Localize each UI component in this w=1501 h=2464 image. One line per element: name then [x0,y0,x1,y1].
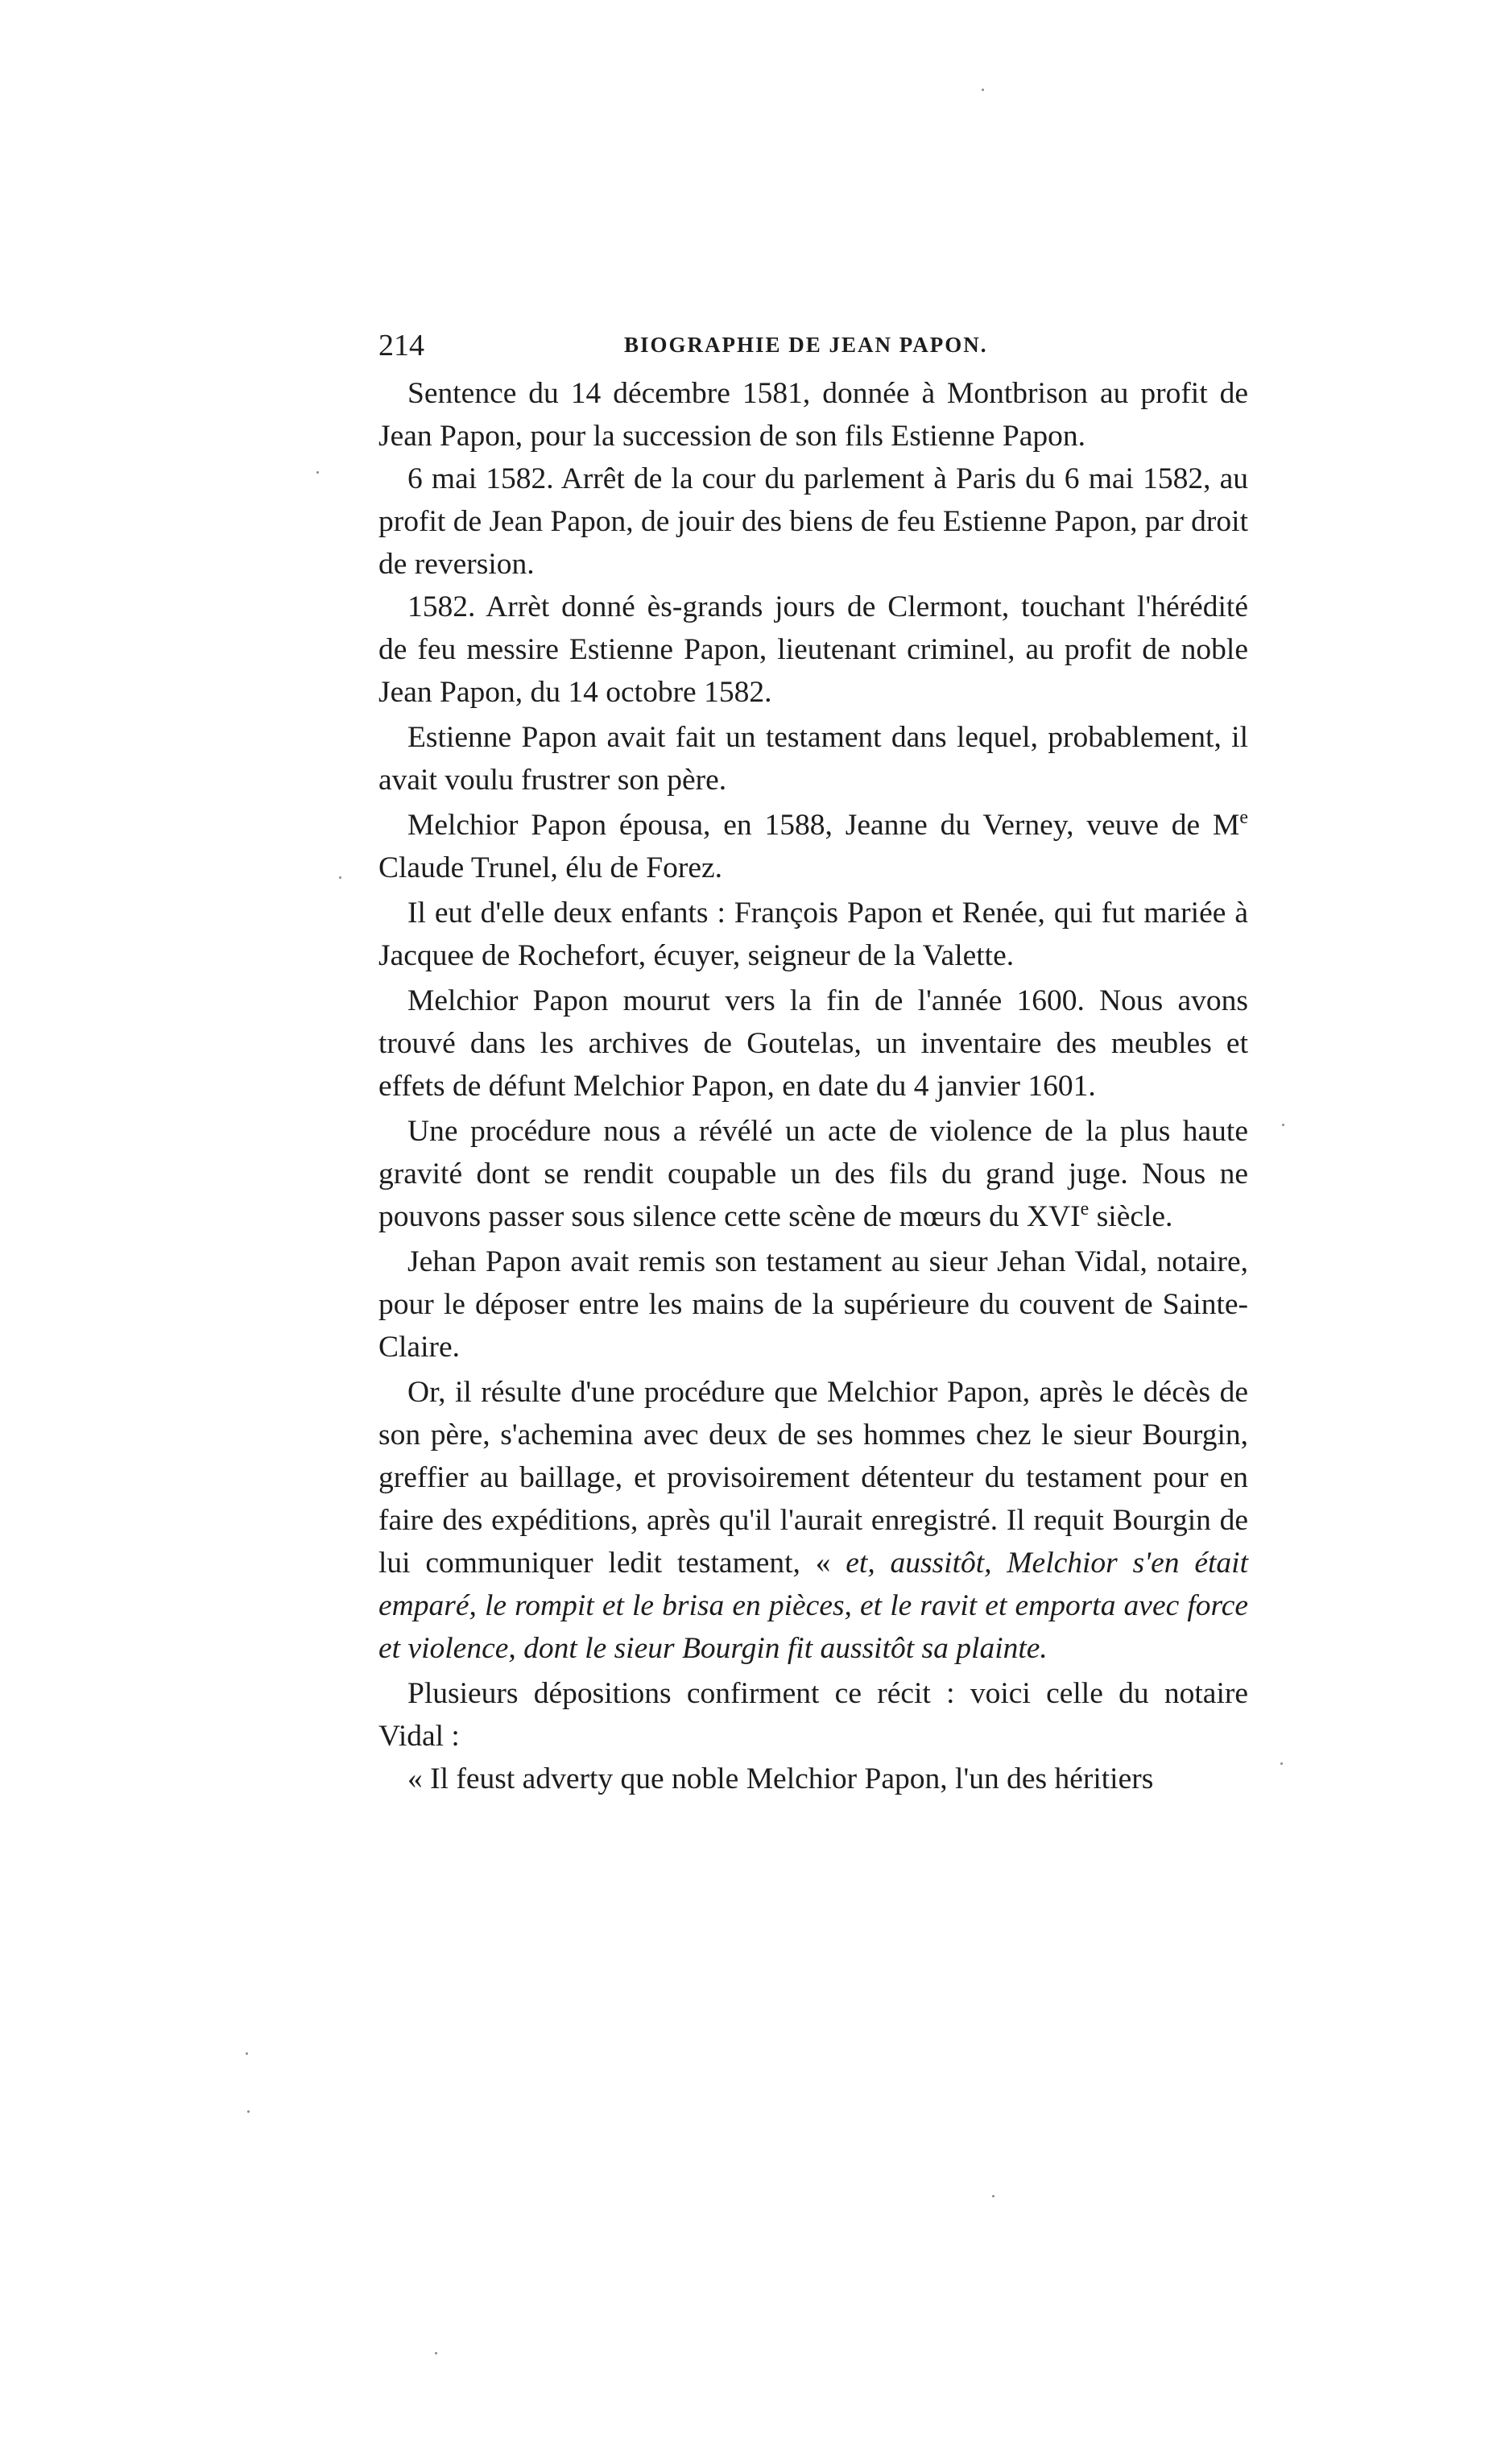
paragraph-depositions: Plusieurs dépositions confirment ce récit : voici celle du notaire Vidal : [378,1677,1248,1753]
paragraph-sentence-1581: Sentence du 14 décembre 1581, donnée à Montbrison au profit de Jean Papon, pour la succession de son fils Estienne Papon. [378,377,1248,453]
paragraph-melchior-mariage [378,804,1248,889]
speck [435,2352,437,2354]
paragraph-arret-6-mai-1582: 6 mai 1582. Arrêt de la cour du parlement à Paris du 6 mai 1582, au profit de Jean Papon, de jouir des biens de feu Estienne Papon, par droit de reversion. [378,462,1248,581]
page-number: 214 [378,329,424,362]
paragraph-procedure [378,1110,1248,1238]
speck [1280,1762,1283,1765]
running-title: BIOGRAPHIE DE JEAN PAPON. [624,333,988,357]
body-text [378,372,1248,1800]
paragraph-text: Claude Trunel, élu de Forez. [378,851,723,884]
paragraph-testament-estienne: Estienne Papon avait fait un testament dans lequel, probablement, il avait voulu frustrer son père. [378,721,1248,797]
speck [982,89,984,91]
paragraph-testament-vidal: Jehan Papon avait remis son testament au sieur Jehan Vidal, notaire, pour le déposer entre les mains de la supérieure du couvent de Sainte-Claire. [378,1245,1248,1364]
speck [316,471,319,474]
page-header [378,318,1248,366]
paragraph-enfants: Il eut d'elle deux enfants : François Papon et Renée, qui fut mariée à Jacquee de Rochefort, écuyer, seigneur de la Valette. [378,897,1248,972]
paragraph-text: Une procédure nous a révélé un acte de violence de la plus haute gravité dont se rendit coupable un des fils du grand juge. Nous ne pouvons passer sous silence cette scène de mœurs du XVI [378,1115,1248,1233]
superscript-text: e [1080,1199,1090,1220]
italic-quote: et, aussitôt, Melchior s'en était emparé, le rompit et le brisa en pièces, et le ravit et emporta avec force et violence, dont le sieur Bourgin fit aussitôt sa plainte. [378,1547,1248,1665]
paragraph-text: Or, il résulte d'une procédure que Melchior Papon, après le décès de son père, s'achemina avec deux de ses hommes chez le sieur Bourgin, greffier au baillage, et provisoirement détenteur du testament pour en faire des expéditions, après qu'il l'aurait enregistré. Il requit Bourgin de lui communiquer ledit testament, « [378,1376,1248,1580]
speck [992,2195,994,2197]
paragraph-citation-vidal: « Il feust adverty que noble Melchior Papon, l'un des héritiers [407,1762,1154,1795]
superscript-text: e [1239,807,1248,828]
speck [339,876,341,879]
paragraph-bourgin [378,1371,1248,1670]
speck [247,2110,250,2113]
paragraph-text: Melchior Papon épousa, en 1588, Jeanne du Verney, veuve de M [407,809,1240,842]
paragraph-mort-melchior: Melchior Papon mourut vers la fin de l'année 1600. Nous avons trouvé dans les archives de Goutelas, un inventaire des meubles et effets de défunt Melchior Papon, en date du 4 janvier 1601. [378,984,1248,1103]
paragraph-text: siècle. [1089,1200,1173,1233]
paragraph-arret-1582-clermont: 1582. Arrèt donné ès-grands jours de Clermont, touchant l'hérédité de feu messire Estienne Papon, lieutenant criminel, au profit de noble Jean Papon, du 14 octobre 1582. [378,590,1248,709]
speck [246,2052,248,2055]
speck [1282,1124,1284,1126]
